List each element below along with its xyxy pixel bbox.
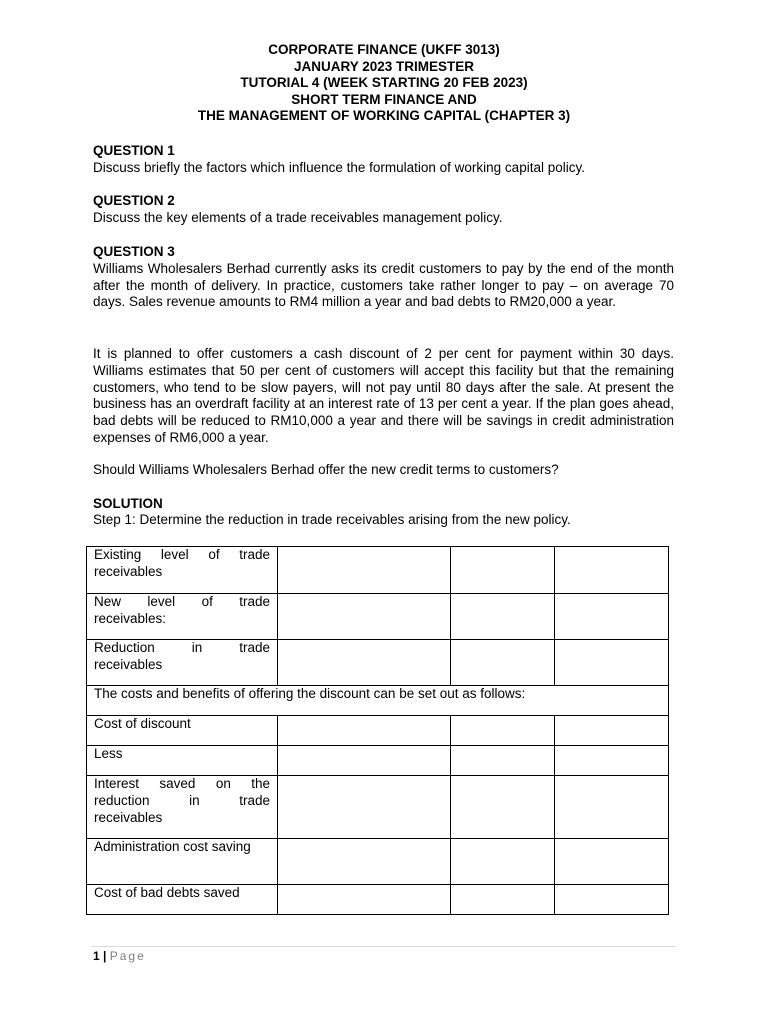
solution-step-1: Step 1: Determine the reduction in trade receivables arising from the new policy.	[93, 512, 571, 527]
footer-divider	[92, 946, 676, 947]
table-cell	[451, 716, 555, 746]
table-cell	[278, 640, 451, 686]
table-row	[87, 686, 669, 716]
footer-separator: |	[103, 949, 107, 963]
trimester-title: JANUARY 2023 TRIMESTER	[293, 58, 475, 74]
question-2	[93, 193, 674, 227]
table-cell	[278, 547, 451, 594]
table-cell	[451, 746, 555, 776]
table-cell	[451, 640, 555, 686]
label-cost-of-discount: Cost of discount	[87, 716, 278, 746]
table-cell	[555, 776, 669, 839]
course-title: CORPORATE FINANCE (UKFF 3013)	[268, 42, 500, 57]
table-row	[87, 885, 669, 915]
table-cell	[278, 746, 451, 776]
table-cell	[278, 885, 451, 915]
question-3-heading: QUESTION 3	[93, 244, 175, 259]
table-cell	[555, 885, 669, 915]
table-cell	[451, 885, 555, 915]
table-cell	[278, 839, 451, 885]
label-bad-debts-saved: Cost of bad debts saved	[87, 885, 278, 915]
table-row	[87, 547, 669, 594]
table-cell	[555, 594, 669, 640]
page-label: Page	[109, 949, 146, 963]
question-1	[93, 143, 674, 177]
table-cell	[555, 839, 669, 885]
question-1-text: Discuss briefly the factors which influence the formulation of working capital policy.	[93, 159, 585, 175]
label-existing-receivables: Existing level of trade receivables	[87, 547, 278, 594]
label-new-receivables: New level of trade receivables:	[87, 594, 278, 640]
question-3-paragraph-2: It is planned to offer customers a cash discount of 2 per cent for payment within 30 days. Williams estimates that 50 per cent of customers will accept this facility but that the remaining customers, who tend to be slow payers, will not pay until 80 days after the sale. At present the business has an overdraft facility at an interest rate of 13 per cent a year. If the plan goes ahead, bad debts will be reduced to RM10,000 a year and there will be savings in credit administration expenses of RM6,000 a year.	[93, 346, 674, 445]
table-cell	[451, 547, 555, 594]
merged-note-cell: The costs and benefits of offering the discount can be set out as follows:	[87, 686, 669, 716]
table-cell	[278, 716, 451, 746]
question-1-heading: QUESTION 1	[93, 143, 175, 158]
solution-table	[86, 546, 669, 915]
label-interest-saved: Interest saved on the reduction in trade receivables	[87, 776, 278, 839]
document-header	[0, 42, 768, 125]
question-2-text: Discuss the key elements of a trade receivables management policy.	[93, 209, 503, 225]
label-less: Less	[87, 746, 278, 776]
table-cell	[555, 547, 669, 594]
table-row	[87, 716, 669, 746]
label-admin-cost-saving: Administration cost saving	[87, 839, 278, 885]
topic-title-line1: SHORT TERM FINANCE AND	[291, 91, 477, 107]
table-cell	[555, 716, 669, 746]
table-cell	[451, 776, 555, 839]
tutorial-title: TUTORIAL 4 (WEEK STARTING 20 FEB 2023)	[240, 75, 528, 90]
question-3	[93, 244, 674, 311]
table-cell	[451, 839, 555, 885]
table-cell	[278, 594, 451, 640]
solution-heading: SOLUTION	[93, 496, 163, 511]
table-row	[87, 776, 669, 839]
table-row	[87, 746, 669, 776]
table-row	[87, 640, 669, 686]
question-3-paragraph-3: Should Williams Wholesalers Berhad offer the new credit terms to customers?	[93, 462, 559, 477]
table-row	[87, 839, 669, 885]
page-number: 1	[93, 949, 100, 963]
question-2-heading: QUESTION 2	[93, 193, 175, 208]
table-cell	[451, 594, 555, 640]
question-3-paragraph-1: Williams Wholesalers Berhad currently asks its credit customers to pay by the end of the month after the month of delivery. In practice, customers take rather longer to pay – on average 70 days. Sales revenue amounts to RM4 million a year and bad debts to RM20,000 a year.	[93, 260, 674, 310]
table-cell	[555, 640, 669, 686]
table-row	[87, 594, 669, 640]
label-reduction-receivables: Reduction in trade receivables	[87, 640, 278, 686]
page-footer	[93, 949, 146, 963]
table-cell	[555, 746, 669, 776]
topic-title-line2: THE MANAGEMENT OF WORKING CAPITAL (CHAPTER 3)	[197, 108, 571, 123]
table-cell	[278, 776, 451, 839]
